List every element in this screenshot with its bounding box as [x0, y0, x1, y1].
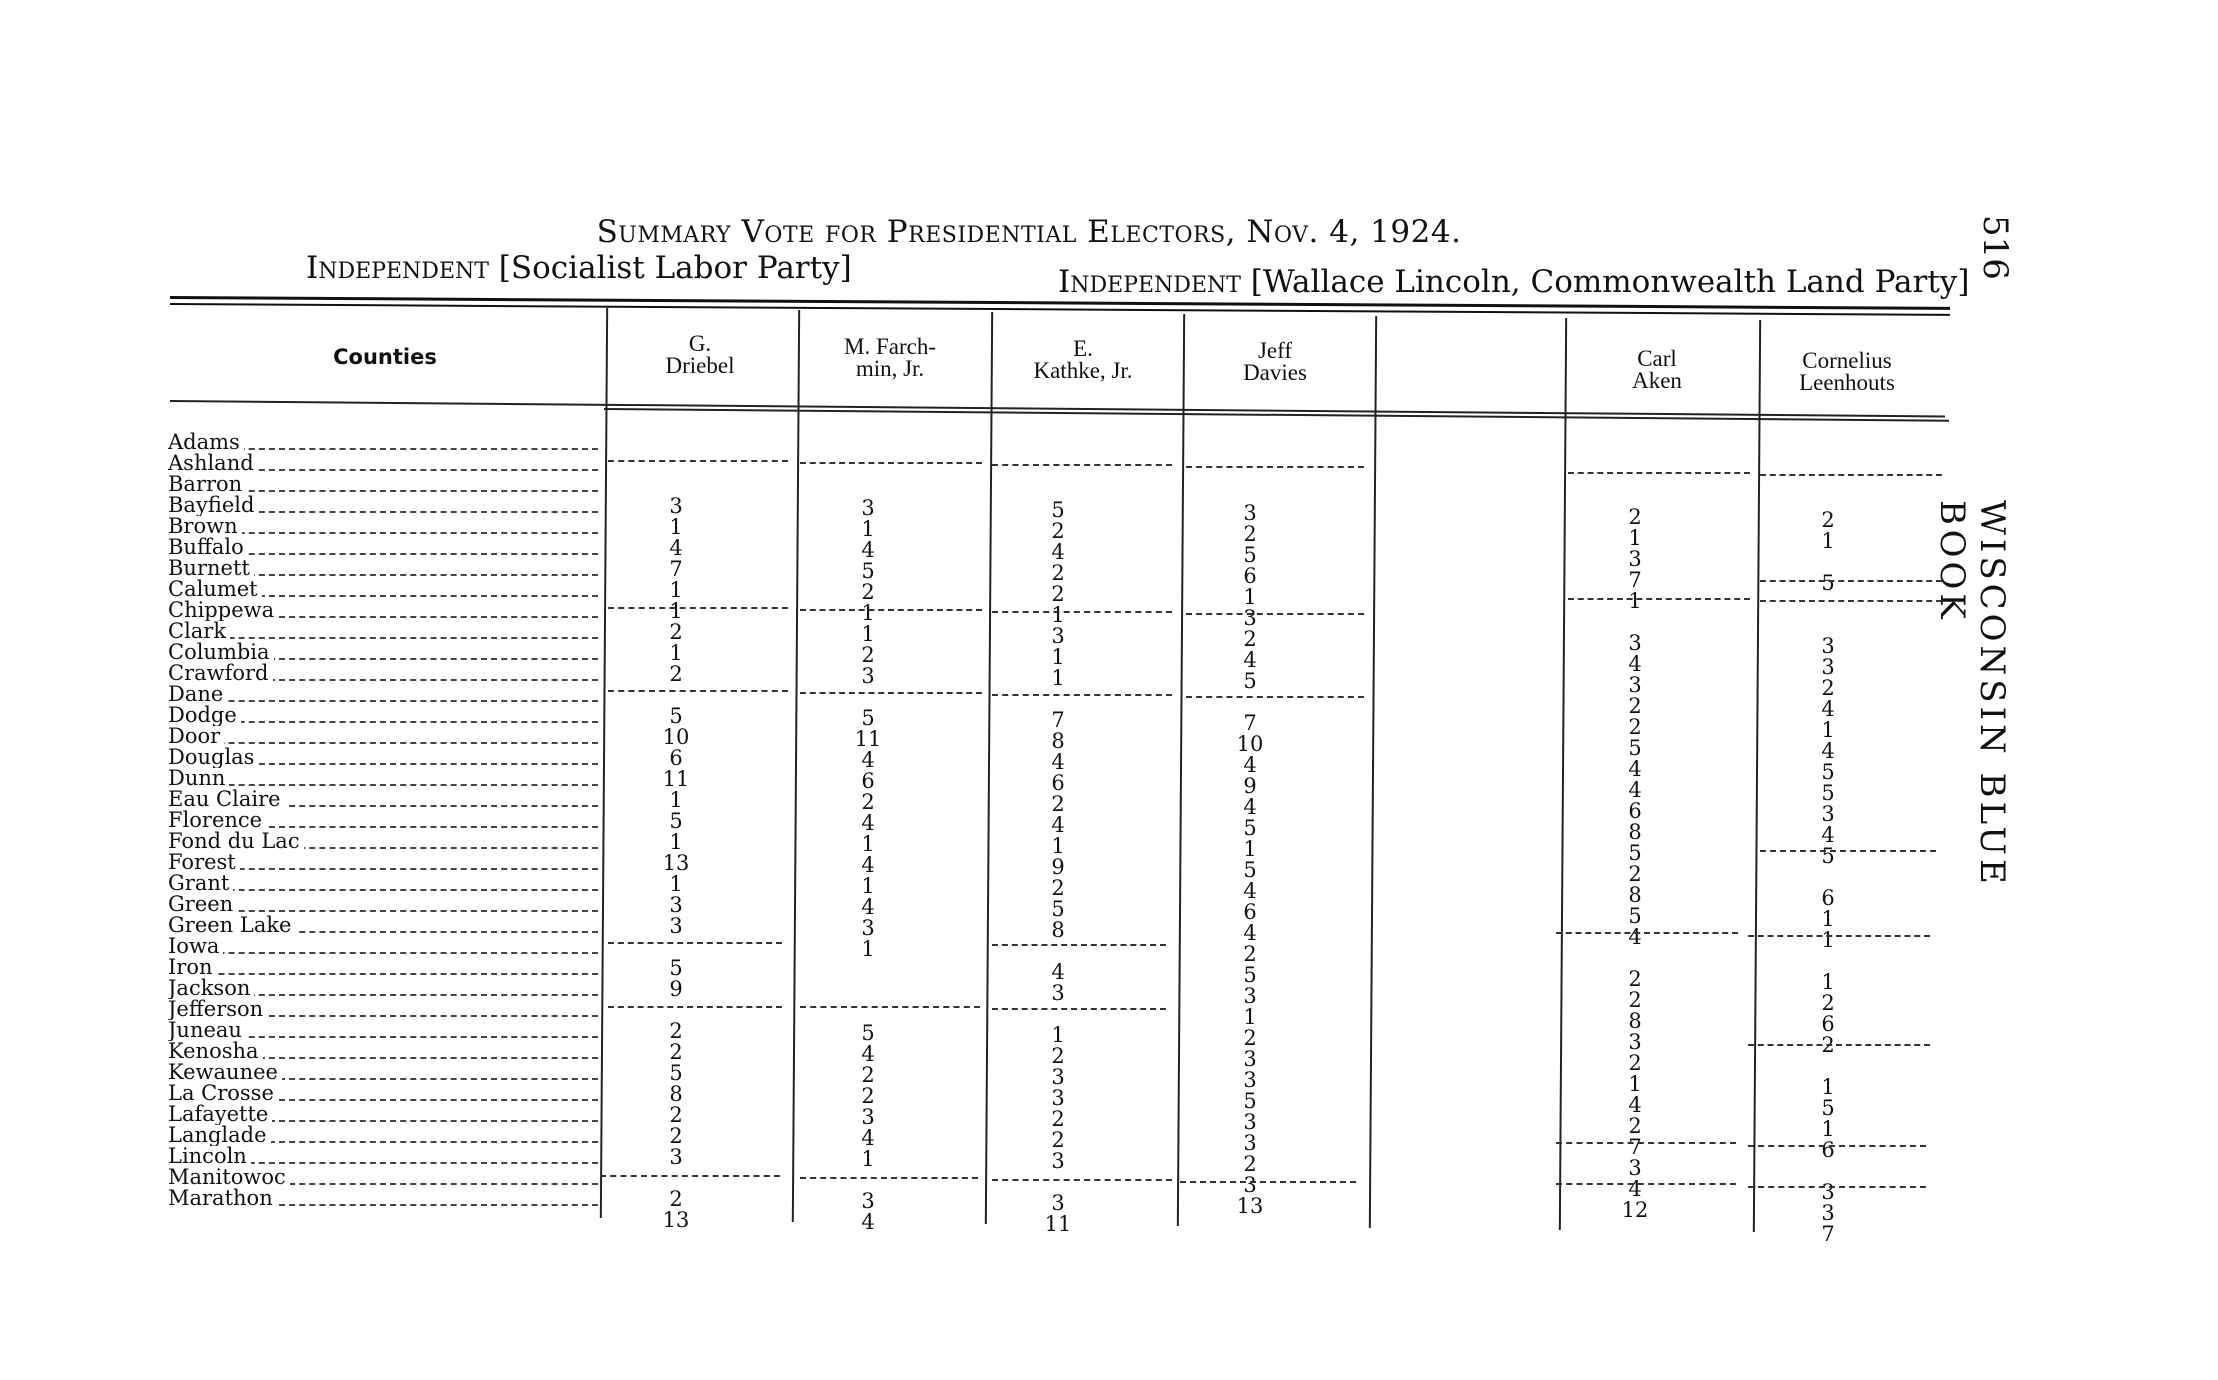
dashed-separator [1760, 474, 1942, 476]
vote-count: 10 [662, 724, 690, 749]
vote-count: 5 [1821, 1095, 1835, 1120]
vote-count: 1 [669, 871, 683, 896]
vote-count: 3 [1051, 1065, 1065, 1090]
vote-count: 3 [1051, 624, 1065, 649]
left-party-heading: Independent [Socialist Labor Party] [306, 250, 852, 286]
vote-count: 3 [1628, 631, 1642, 656]
dashed-separator [608, 607, 788, 609]
vote-count: 5 [1243, 668, 1257, 693]
county-name: Forest [168, 852, 598, 873]
county-name: Douglas [168, 747, 598, 768]
vote-count: 4 [1243, 647, 1257, 672]
dashed-separator [992, 611, 1172, 613]
vote-count: 4 [861, 748, 875, 773]
vote-count: 3 [669, 892, 683, 917]
dashed-separator [992, 944, 1166, 946]
vote-count: 1 [1821, 528, 1835, 553]
vote-count: 4 [1051, 960, 1065, 985]
vote-count: 3 [1051, 981, 1065, 1006]
vote-count: 4 [1821, 696, 1835, 721]
county-name: Calumet [168, 579, 598, 600]
vote-count: 5 [669, 955, 683, 980]
vote-count: 5 [861, 706, 875, 731]
vote-count: 3 [861, 1105, 875, 1130]
vote-count: 1 [1243, 836, 1257, 861]
vote-count: 3 [1243, 1130, 1257, 1155]
dashed-separator [608, 690, 788, 692]
vote-count: 2 [1628, 967, 1642, 992]
vote-count: 8 [1051, 729, 1065, 754]
vote-count: 13 [662, 850, 690, 875]
county-name: Langlade [168, 1125, 598, 1146]
vote-count: 1 [669, 640, 683, 665]
vote-count: 4 [861, 1210, 875, 1235]
vote-count: 4 [1628, 1177, 1642, 1202]
county-name: Juneau [168, 1020, 598, 1041]
vote-count: 4 [861, 853, 875, 878]
dashed-separator [992, 464, 1172, 466]
vote-count: 2 [1821, 507, 1835, 532]
county-name: Fond du Lac [168, 831, 598, 852]
vote-count: 3 [669, 1144, 683, 1169]
county-name: Kewaunee [168, 1062, 598, 1083]
vote-count: 5 [1243, 815, 1257, 840]
vote-count: 5 [1821, 570, 1835, 595]
vote-count: 2 [669, 1039, 683, 1064]
dashed-separator [1748, 1145, 1926, 1147]
vote-count: 1 [1821, 1116, 1835, 1141]
vote-count: 6 [1821, 885, 1835, 910]
dashed-separator [1180, 1181, 1356, 1183]
page-title: Summary Vote for Presidential Electors, Nov. 4, 1924. [596, 214, 1462, 250]
vote-count: 7 [1821, 1221, 1835, 1246]
dashed-separator [1748, 1044, 1930, 1046]
vote-count: 13 [662, 1207, 690, 1232]
vote-count: 1 [861, 622, 875, 647]
dashed-separator [1556, 1183, 1736, 1185]
vote-count: 4 [1243, 794, 1257, 819]
vote-count: 8 [1628, 820, 1642, 845]
vote-count: 6 [669, 745, 683, 770]
dashed-separator [800, 462, 982, 464]
vote-count: 3 [861, 664, 875, 689]
county-name: Jackson [168, 978, 598, 999]
vote-count: 5 [1243, 542, 1257, 567]
county-name: Burnett [168, 558, 598, 579]
vote-count: 3 [1243, 500, 1257, 525]
vote-count: 2 [1051, 1044, 1065, 1069]
dashed-separator [1760, 580, 1942, 582]
dashed-separator [1186, 613, 1364, 615]
vote-count: 3 [1821, 654, 1835, 679]
dashed-separator [608, 942, 782, 944]
vote-count: 1 [861, 1147, 875, 1172]
county-name: Green [168, 894, 598, 915]
vote-count: 7 [1628, 568, 1642, 593]
vote-count: 4 [1628, 925, 1642, 950]
vote-count: 5 [861, 559, 875, 584]
vote-count: 3 [1243, 983, 1257, 1008]
vote-count: 2 [669, 1123, 683, 1148]
header-aken: Carl Aken [1632, 346, 1682, 393]
vote-count: 1 [1051, 603, 1065, 628]
vote-count: 1 [1821, 906, 1835, 931]
county-name: Marathon [168, 1188, 598, 1209]
vote-count: 5 [1051, 498, 1065, 523]
vote-count: 2 [1051, 1107, 1065, 1132]
header-kathke: E. Kathke, Jr. [1033, 336, 1133, 383]
vote-count: 2 [1821, 990, 1835, 1015]
county-name: Green Lake [168, 915, 598, 936]
vote-count: 2 [669, 1102, 683, 1127]
county-name: Jefferson [168, 999, 598, 1020]
vote-count: 3 [1821, 1200, 1835, 1225]
county-name: Brown [168, 516, 598, 537]
vote-count: 2 [1051, 792, 1065, 817]
vote-count: 1 [861, 832, 875, 857]
dashed-separator [992, 1179, 1172, 1181]
vote-count: 3 [1051, 1086, 1065, 1111]
counties-header: Counties [333, 345, 437, 369]
vote-count: 2 [861, 1084, 875, 1109]
dashed-separator [1556, 932, 1738, 934]
vote-count: 6 [1821, 1137, 1835, 1162]
vote-count: 4 [1243, 878, 1257, 903]
vote-count: 5 [1243, 857, 1257, 882]
vote-count: 2 [861, 580, 875, 605]
vote-count: 3 [1243, 1109, 1257, 1134]
vote-count: 6 [1243, 563, 1257, 588]
vote-count: 1 [1628, 526, 1642, 551]
vote-count: 2 [861, 790, 875, 815]
vote-count: 4 [1051, 813, 1065, 838]
vote-count: 5 [1051, 897, 1065, 922]
vote-count: 7 [669, 556, 683, 581]
vote-count: 5 [1628, 904, 1642, 929]
vote-count: 9 [1243, 773, 1257, 798]
vote-count: 4 [1821, 738, 1835, 763]
vote-count: 3 [861, 496, 875, 521]
vote-count: 3 [1628, 673, 1642, 698]
column-rule [600, 308, 608, 1218]
column-rule [1559, 318, 1567, 1230]
vote-count: 1 [1821, 969, 1835, 994]
dashed-separator [800, 609, 982, 611]
vote-count: 2 [1243, 521, 1257, 546]
vote-count: 1 [669, 598, 683, 623]
header-rule [170, 400, 1945, 417]
dashed-separator [800, 1006, 980, 1008]
county-name: Columbia [168, 642, 598, 663]
column-rule [1369, 316, 1377, 1228]
header-farchmin: M. Farch- min, Jr. [844, 334, 936, 381]
vote-count: 1 [861, 937, 875, 962]
county-name: Ashland [168, 453, 598, 474]
vote-count: 2 [1628, 1051, 1642, 1076]
vote-count: 3 [1051, 1149, 1065, 1174]
dashed-separator [1556, 1142, 1736, 1144]
vote-count: 6 [1051, 771, 1065, 796]
vote-count: 11 [1044, 1212, 1072, 1237]
vote-count: 11 [662, 766, 690, 791]
vote-count: 3 [1821, 1179, 1835, 1204]
county-name: Bayfield [168, 495, 598, 516]
county-name: Clark [168, 621, 598, 642]
vote-count: 1 [1821, 927, 1835, 952]
dashed-separator [1186, 466, 1364, 468]
vote-count: 5 [669, 808, 683, 833]
vote-count: 12 [1621, 1198, 1649, 1223]
vote-count: 2 [1821, 675, 1835, 700]
vote-count: 4 [861, 1042, 875, 1067]
vote-count: 8 [1051, 918, 1065, 943]
vote-count: 2 [669, 661, 683, 686]
vote-count: 3 [669, 913, 683, 938]
vote-count: 4 [1628, 652, 1642, 677]
vote-count: 3 [861, 916, 875, 941]
dashed-separator [1568, 472, 1750, 474]
vote-count: 1 [1051, 666, 1065, 691]
vote-count: 2 [1628, 715, 1642, 740]
vote-count: 3 [1243, 1046, 1257, 1071]
county-name: Door [168, 726, 598, 747]
vote-count: 3 [1243, 1067, 1257, 1092]
vote-count: 1 [669, 577, 683, 602]
vote-count: 5 [1628, 841, 1642, 866]
vote-count: 1 [861, 517, 875, 542]
dashed-separator [800, 692, 982, 694]
dashed-separator [1760, 850, 1936, 852]
vote-count: 2 [1628, 505, 1642, 530]
vote-count: 2 [1243, 1025, 1257, 1050]
vote-count: 6 [1628, 799, 1642, 824]
vote-count: 2 [1628, 694, 1642, 719]
vote-count: 2 [1243, 626, 1257, 651]
county-name: Eau Claire [168, 789, 598, 810]
county-name: Grant [168, 873, 598, 894]
column-rule [985, 312, 993, 1224]
vote-count: 1 [1051, 1023, 1065, 1048]
vote-count: 4 [861, 1126, 875, 1151]
vote-count: 7 [1628, 1135, 1642, 1160]
vote-count: 3 [1628, 1030, 1642, 1055]
header-davies: Jeff Davies [1243, 338, 1307, 385]
vote-count: 6 [1821, 1011, 1835, 1036]
vote-count: 5 [1628, 736, 1642, 761]
dashed-separator [608, 1006, 782, 1008]
vote-count: 4 [1628, 778, 1642, 803]
vote-count: 1 [1243, 1004, 1257, 1029]
vote-count: 3 [669, 493, 683, 518]
column-rule [1753, 320, 1761, 1232]
vote-count: 6 [1243, 899, 1257, 924]
vote-count: 3 [1243, 605, 1257, 630]
vote-count: 2 [861, 1063, 875, 1088]
county-name: Crawford [168, 663, 598, 684]
vote-count: 11 [854, 727, 882, 752]
county-name: La Crosse [168, 1083, 598, 1104]
vote-count: 4 [1628, 1093, 1642, 1118]
vote-count: 2 [1051, 876, 1065, 901]
header-leenhouts: Cornelius Leenhouts [1799, 348, 1895, 395]
vote-count: 2 [1243, 941, 1257, 966]
vote-count: 2 [669, 1018, 683, 1043]
vote-count: 2 [669, 1186, 683, 1211]
vote-count: 2 [1628, 988, 1642, 1013]
vote-count: 8 [1628, 883, 1642, 908]
county-name: Iowa [168, 936, 598, 957]
county-name: Dodge [168, 705, 598, 726]
vote-count: 1 [1051, 834, 1065, 859]
dashed-separator [992, 1008, 1166, 1010]
vote-count: 4 [861, 895, 875, 920]
vote-count: 1 [861, 874, 875, 899]
county-name: Buffalo [168, 537, 598, 558]
county-name: Chippewa [168, 600, 598, 621]
vote-count: 4 [1243, 752, 1257, 777]
vote-count: 3 [1821, 801, 1835, 826]
right-party-heading: Independent [Wallace Lincoln, Commonwealth Land Party] [1058, 264, 1970, 300]
vote-count: 3 [1821, 633, 1835, 658]
header-driebel: G. Driebel [665, 331, 735, 378]
vote-count: 6 [861, 769, 875, 794]
vote-count: 1 [1243, 584, 1257, 609]
vote-count: 1 [669, 514, 683, 539]
dashed-separator [1568, 598, 1750, 600]
vote-count: 5 [1243, 1088, 1257, 1113]
dashed-separator [1760, 600, 1942, 602]
vote-count: 2 [1628, 862, 1642, 887]
vote-count: 5 [669, 1060, 683, 1085]
vote-count: 4 [1628, 757, 1642, 782]
vote-count: 2 [1051, 582, 1065, 607]
vote-count: 3 [1628, 1156, 1642, 1181]
vote-count: 4 [669, 535, 683, 560]
vote-count: 9 [1051, 855, 1065, 880]
county-name: Barron [168, 474, 598, 495]
dashed-separator [1748, 935, 1930, 937]
vote-count: 4 [1051, 750, 1065, 775]
dashed-separator [992, 694, 1172, 696]
county-name: Dunn [168, 768, 598, 789]
vote-count: 2 [861, 643, 875, 668]
dashed-separator [1186, 696, 1364, 698]
county-name: Adams [168, 432, 598, 453]
vote-count: 2 [1628, 1114, 1642, 1139]
vote-count: 7 [1243, 710, 1257, 735]
vote-count: 1 [1628, 589, 1642, 614]
running-title: WISCONSIN BLUE BOOK [1932, 500, 2012, 888]
vote-count: 2 [1243, 1151, 1257, 1176]
page-number: 516 [1975, 215, 2015, 280]
vote-count: 5 [1821, 759, 1835, 784]
vote-count: 7 [1051, 708, 1065, 733]
county-name: Dane [168, 684, 598, 705]
vote-count: 1 [669, 829, 683, 854]
vote-count: 1 [1821, 1074, 1835, 1099]
vote-count: 5 [1821, 780, 1835, 805]
vote-count: 3 [1628, 547, 1642, 572]
vote-count: 2 [1821, 1032, 1835, 1057]
vote-count: 5 [1821, 843, 1835, 868]
vote-count: 1 [1051, 645, 1065, 670]
vote-count: 4 [861, 538, 875, 563]
vote-count: 3 [1243, 1172, 1257, 1197]
county-name: Florence [168, 810, 598, 831]
column-rule [1177, 314, 1185, 1226]
vote-count: 2 [669, 619, 683, 644]
vote-count: 1 [1821, 717, 1835, 742]
county-name: Kenosha [168, 1041, 598, 1062]
county-name: Lafayette [168, 1104, 598, 1125]
vote-count: 4 [861, 811, 875, 836]
vote-count: 5 [669, 703, 683, 728]
county-name: Iron [168, 957, 598, 978]
vote-count: 1 [861, 601, 875, 626]
vote-count: 4 [1051, 540, 1065, 565]
vote-count: 3 [861, 1189, 875, 1214]
vote-count: 8 [1628, 1009, 1642, 1034]
county-name: Lincoln [168, 1146, 598, 1167]
vote-count: 3 [1051, 1191, 1065, 1216]
vote-count: 4 [1243, 920, 1257, 945]
vote-count: 1 [669, 787, 683, 812]
vote-count: 5 [1243, 962, 1257, 987]
dashed-separator [800, 1177, 978, 1179]
vote-count: 5 [861, 1021, 875, 1046]
dashed-separator [600, 1175, 780, 1177]
dashed-separator [1748, 1186, 1926, 1188]
county-name: Manitowoc [168, 1167, 598, 1188]
vote-count: 9 [669, 976, 683, 1001]
vote-count: 8 [669, 1081, 683, 1106]
vote-count: 2 [1051, 519, 1065, 544]
vote-count: 2 [1051, 561, 1065, 586]
column-rule [792, 310, 800, 1222]
vote-count: 4 [1821, 822, 1835, 847]
dashed-separator [608, 460, 788, 462]
vote-count: 1 [1628, 1072, 1642, 1097]
vote-count: 2 [1051, 1128, 1065, 1153]
vote-count: 10 [1236, 731, 1264, 756]
vote-count: 13 [1236, 1193, 1264, 1218]
